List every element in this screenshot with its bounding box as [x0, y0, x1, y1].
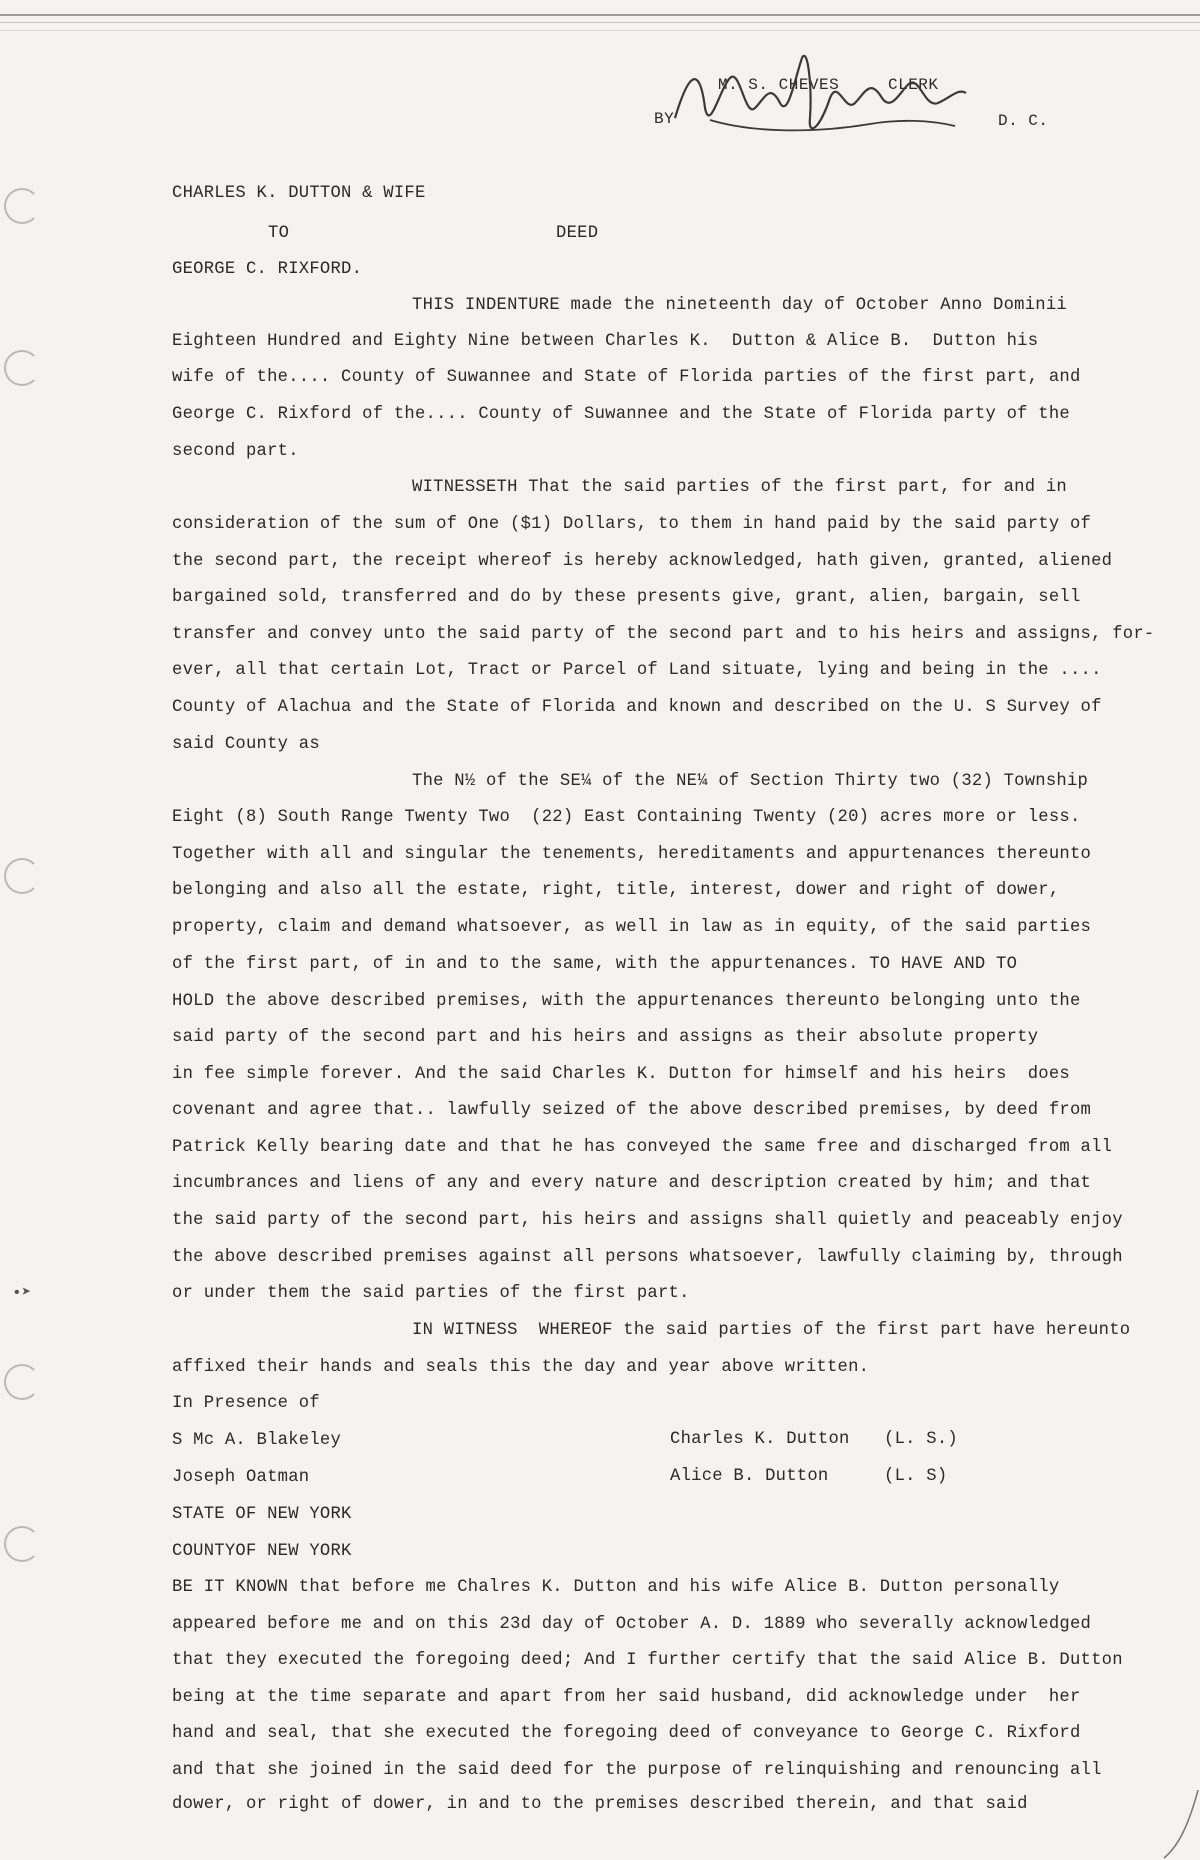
body-line: in fee simple forever. And the said Charles K. Dutton for himself and his heirs does — [172, 1065, 1070, 1084]
acknowledgment-line: dower, or right of dower, in and to the premises described therein, and that said — [172, 1795, 1028, 1814]
body-line: Eight (8) South Range Twenty Two (22) East Containing Twenty (20) acres more or less. — [172, 808, 1081, 827]
signatory-name: Alice B. Dutton — [670, 1467, 829, 1486]
body-line: consideration of the sum of One ($1) Dollars, to them in hand paid by the said party of — [172, 515, 1092, 534]
witness-name: S Mc A. Blakeley — [172, 1431, 342, 1450]
clerk-signature-icon — [670, 48, 970, 148]
witness-name: Joseph Oatman — [172, 1468, 310, 1487]
grantor-title: CHARLES K. DUTTON & WIFE — [172, 184, 426, 203]
body-line: affixed their hands and seals this the day and year above written. — [172, 1358, 870, 1377]
binder-ring-icon — [4, 858, 40, 894]
clerk-title: CLERK — [888, 76, 939, 94]
body-line: Patrick Kelly bearing date and that he has conveyed the same free and discharged from all — [172, 1138, 1113, 1157]
clerk-name: M. S. CHEVES — [718, 76, 840, 94]
signatory-seal: (L. S.) — [884, 1430, 958, 1449]
body-line: incumbrances and liens of any and every nature and description created by him; and that — [172, 1174, 1092, 1193]
top-rule-3 — [0, 30, 1200, 31]
body-line: the said party of the second part, his heirs and assigns shall quietly and peaceably enjoy — [172, 1211, 1123, 1230]
body-line: IN WITNESS WHEREOF the said parties of the first part have hereunto — [412, 1321, 1131, 1340]
body-line: County of Alachua and the State of Florida and known and described on the U. S Survey of — [172, 698, 1102, 717]
margin-mark-icon: •➤ — [12, 1284, 32, 1302]
title-to: TO — [268, 224, 290, 243]
body-line: In Presence of — [172, 1394, 320, 1413]
body-line: property, claim and demand whatsoever, as well in law as in equity, of the said parties — [172, 918, 1092, 937]
grantee-title: GEORGE C. RIXFORD. — [172, 260, 363, 279]
body-line: The N½ of the SE¼ of the NE¼ of Section Thirty two (32) Township — [412, 772, 1089, 791]
body-line: of the first part, of in and to the same, with the appurtenances. TO HAVE AND TO — [172, 955, 1018, 974]
binder-ring-icon — [4, 188, 40, 224]
acknowledgment-line: appeared before me and on this 23d day of October A. D. 1889 who severally acknowledged — [172, 1615, 1092, 1634]
body-line: belonging and also all the estate, right, title, interest, dower and right of dower, — [172, 881, 1060, 900]
acknowledgment-line: hand and seal, that she executed the foregoing deed of conveyance to George C. Rixford — [172, 1724, 1081, 1743]
top-rule-2 — [0, 22, 1200, 23]
signatory-name: Charles K. Dutton — [670, 1430, 850, 1449]
acknowledgment-line: being at the time separate and apart from her said husband, did acknowledge under her — [172, 1688, 1081, 1707]
acknowledgment-line: that they executed the foregoing deed; And I further certify that the said Alice B. Dutton — [172, 1651, 1123, 1670]
body-line: the above described premises against all persons whatsoever, lawfully claiming by, through — [172, 1248, 1123, 1267]
binder-ring-icon — [4, 1364, 40, 1400]
venue-state: STATE OF NEW YORK — [172, 1505, 352, 1524]
body-line: HOLD the above described premises, with the appurtenances thereunto belonging unto the — [172, 992, 1081, 1011]
venue-county: COUNTYOF NEW YORK — [172, 1542, 352, 1561]
instrument-title: DEED — [556, 224, 599, 243]
signatory-seal: (L. S) — [884, 1467, 948, 1486]
body-line: transfer and convey unto the said party of the second part and to his heirs and assigns, for- — [172, 625, 1155, 644]
body-line: said party of the second part and his heirs and assigns as their absolute property — [172, 1028, 1039, 1047]
body-line: wife of the.... County of Suwannee and State of Florida parties of the first part, and — [172, 368, 1081, 387]
body-line: covenant and agree that.. lawfully seized of the above described premises, by deed from — [172, 1101, 1092, 1120]
body-line: THIS INDENTURE made the nineteenth day of October Anno Dominii — [412, 296, 1067, 315]
body-line: the second part, the receipt whereof is hereby acknowledged, hath given, granted, aliened — [172, 552, 1113, 571]
binder-ring-icon — [4, 1526, 40, 1562]
body-line: WITNESSETH That the said parties of the first part, for and in — [412, 478, 1067, 497]
acknowledgment-line: and that she joined in the said deed for the purpose of relinquishing and renouncing all — [172, 1761, 1102, 1780]
clerk-by: BY — [654, 110, 675, 128]
body-line: Eighteen Hundred and Eighty Nine between Charles K. Dutton & Alice B. Dutton his — [172, 332, 1039, 351]
body-line: said County as — [172, 735, 320, 754]
body-line: bargained sold, transferred and do by these presents give, grant, alien, bargain, sell — [172, 588, 1081, 607]
deputy-clerk: D. C. — [998, 112, 1049, 130]
page-curl-icon — [1160, 1790, 1200, 1860]
body-line: George C. Rixford of the.... County of Suwannee and the State of Florida party of the — [172, 405, 1070, 424]
acknowledgment-line: BE IT KNOWN that before me Chalres K. Dutton and his wife Alice B. Dutton personally — [172, 1578, 1060, 1597]
top-rule — [0, 14, 1200, 16]
body-line: ever, all that certain Lot, Tract or Parcel of Land situate, lying and being in the .... — [172, 661, 1102, 680]
body-line: Together with all and singular the tenements, hereditaments and appurtenances thereunto — [172, 845, 1092, 864]
body-line: second part. — [172, 442, 299, 461]
body-line: or under them the said parties of the first part. — [172, 1284, 690, 1303]
binder-ring-icon — [4, 350, 40, 386]
